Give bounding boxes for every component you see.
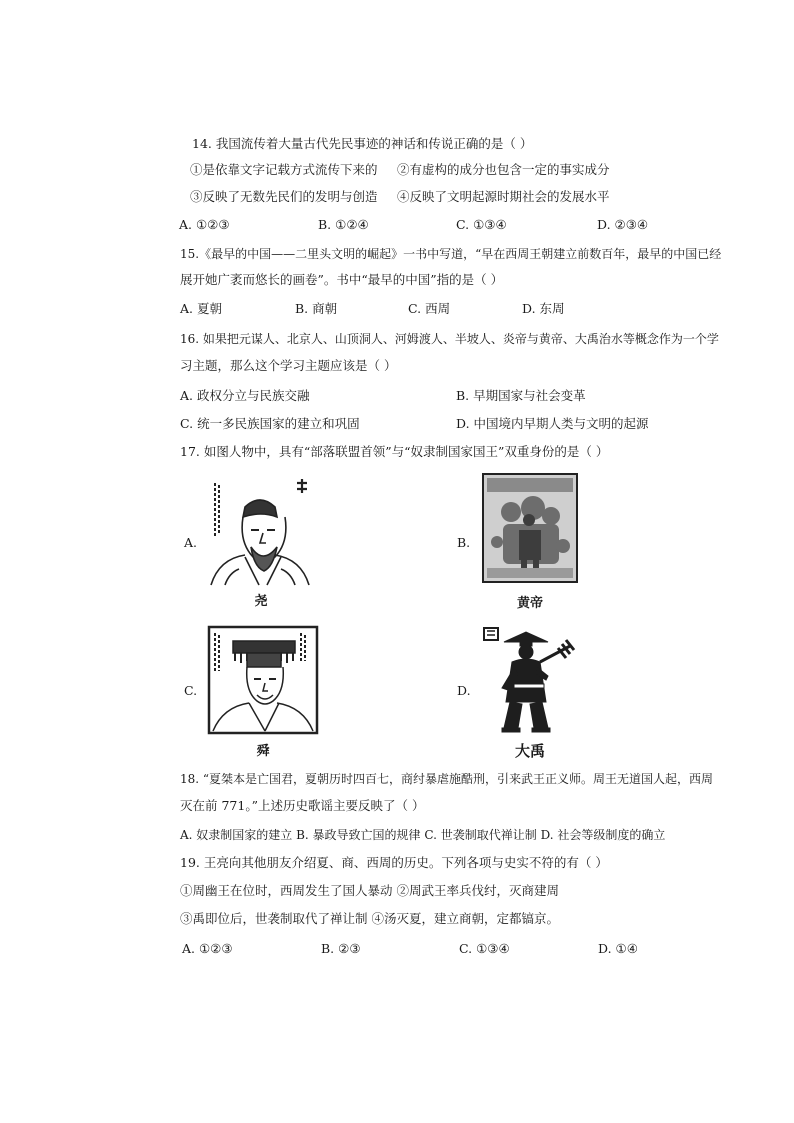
q16-option-a[interactable]: A. 政权分立与民族交融: [180, 388, 310, 403]
q14-statement-3: ③反映了无数先民们的发明与创造: [190, 189, 378, 204]
q15-option-d[interactable]: D. 东周: [522, 301, 565, 316]
portrait-dayu-caption: 大禹: [514, 742, 545, 760]
q16-line-2: 习主题，那么这个学习主题应该是（ ）: [180, 358, 397, 373]
q19-statement-1: ①周幽王在位时，西周发生了国人暴动 ②周武王率兵伐纣，灭商建周: [180, 883, 559, 898]
q14-stem: 14. 我国流传着大量古代先民事迹的神话和传说正确的是（ ）: [192, 136, 533, 151]
portrait-huangdi-image: [481, 472, 579, 586]
q15-line-2: 展开她广袤而悠长的画卷”。书中“最早的中国”指的是（ ）: [180, 272, 504, 287]
q15-line-1: 15.《最早的中国——二里头文明的崛起》一书中写道，“早在西周王朝建立前数百年，最早的中国已经: [180, 247, 722, 261]
q14-option-d[interactable]: D. ②③④: [597, 217, 649, 232]
q19-option-c[interactable]: C. ①③④: [459, 941, 510, 956]
q18-line-1: 18. “夏桀本是亡国君，夏朝历时四百七，商纣暴虐施酷刑，引来武王正义师。周王无道国人起，西周: [180, 772, 714, 786]
q14-option-c[interactable]: C. ①③④: [456, 217, 507, 232]
q14-option-b[interactable]: B. ①②④: [318, 217, 369, 232]
q15-option-a[interactable]: A. 夏朝: [180, 301, 222, 316]
portrait-huangdi-caption: 黄帝: [516, 596, 543, 611]
q17-option-a[interactable]: A.: [184, 535, 198, 550]
q15-option-c[interactable]: C. 西周: [408, 301, 451, 316]
q14-statement-2: ②有虚构的成分也包含一定的事实成分: [397, 162, 610, 177]
q19-statement-2: ③禹即位后，世袭制取代了禅让制 ④汤灭夏，建立商朝，定都镐京。: [180, 911, 559, 926]
q17-option-d[interactable]: D.: [457, 683, 471, 698]
q19-option-d[interactable]: D. ①④: [598, 941, 638, 956]
q16-option-d[interactable]: D. 中国境内早期人类与文明的起源: [456, 416, 649, 431]
q15-option-b[interactable]: B. 商朝: [295, 301, 338, 316]
q17-stem: 17. 如图人物中，具有“部落联盟首领”与“奴隶制国家国王”双重身份的是（ ）: [180, 444, 609, 459]
q16-option-c[interactable]: C. 统一多民族国家的建立和巩固: [180, 416, 360, 431]
q16-option-b[interactable]: B. 早期国家与社会变革: [456, 388, 586, 403]
portrait-shun-caption: 舜: [256, 744, 270, 759]
q17-option-b[interactable]: B.: [457, 535, 471, 550]
portrait-yao-image: [205, 475, 315, 587]
q14-statement-1: ①是依靠文字记载方式流传下来的: [190, 162, 378, 177]
portrait-shun-image: [207, 625, 319, 737]
q18-options[interactable]: A. 奴隶制国家的建立 B. 暴政导致亡国的规律 C. 世袭制取代禅让制 D. 社会等级制度的确立: [180, 828, 666, 842]
q19-option-a[interactable]: A. ①②③: [182, 941, 233, 956]
q17-option-c[interactable]: C.: [184, 683, 198, 698]
q14-option-a[interactable]: A. ①②③: [179, 217, 230, 232]
portrait-yao-caption: 尧: [254, 594, 268, 609]
q19-stem: 19. 王亮向其他朋友介绍夏、商、西周的历史。下列各项与史实不符的有（ ）: [180, 855, 608, 870]
q19-option-b[interactable]: B. ②③: [321, 941, 361, 956]
q14-statement-4: ④反映了文明起源时期社会的发展水平: [397, 189, 610, 204]
q16-line-1: 16. 如果把元谋人、北京人、山顶洞人、河姆渡人、半坡人、炎帝与黄帝、大禹治水等概念作为一个学: [180, 332, 719, 346]
portrait-dayu-image: [480, 622, 580, 738]
q18-line-2: 灭在前 771。”上述历史歌谣主要反映了（ ）: [180, 798, 425, 813]
